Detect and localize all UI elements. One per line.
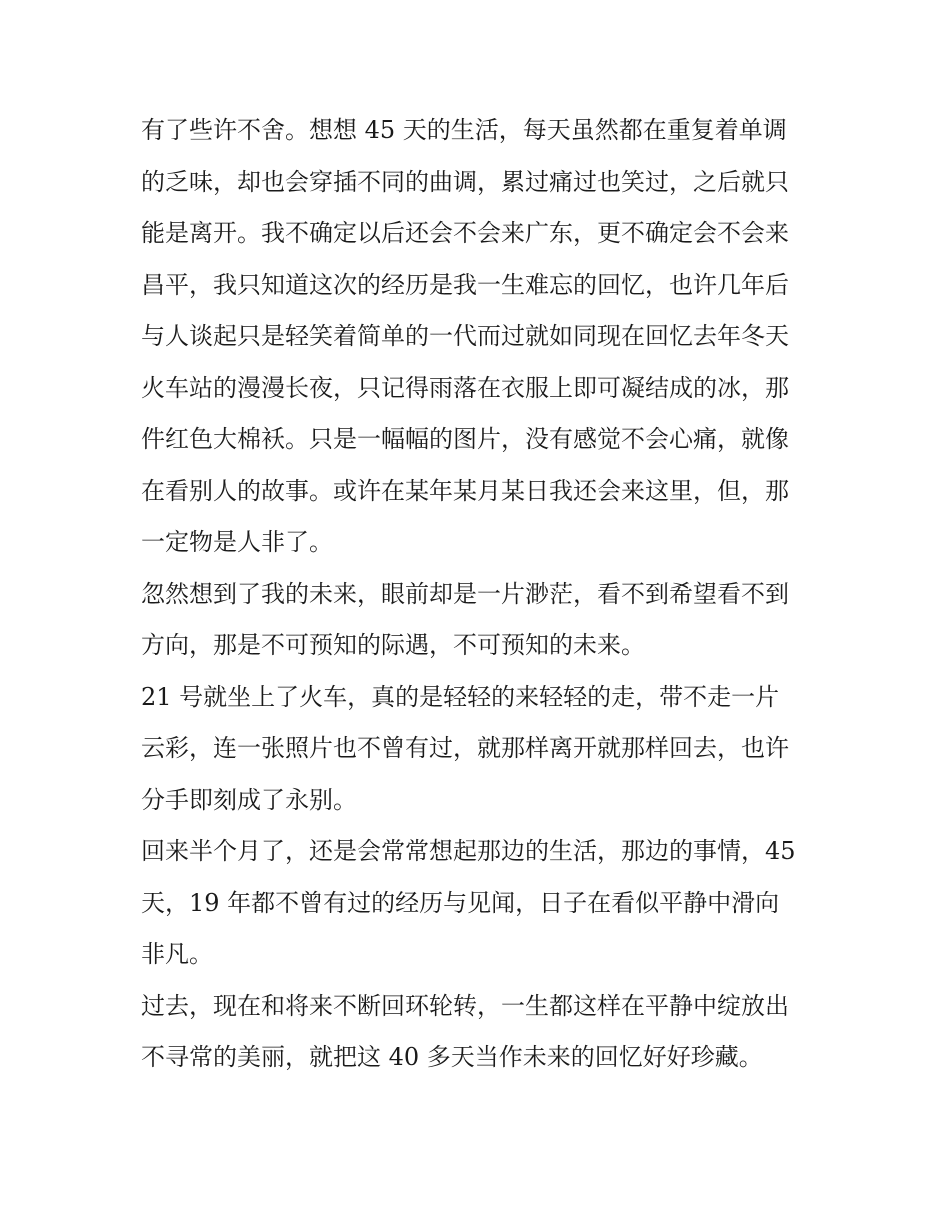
- document-body: [141, 105, 821, 1084]
- text-line: 火车站的漫漫长夜，只记得雨落在衣服上即可凝结成的冰，那: [141, 373, 789, 402]
- text-line: 能是离开。我不确定以后还会不会来广东，更不确定会不会来: [141, 219, 789, 247]
- text-line: 件红色大棉袄。只是一幅幅的图片，没有感觉不会心痛，就像: [141, 425, 789, 453]
- text-line: 天，19 年都不曾有过的经历与见闻，日子在看似平静中滑向: [141, 888, 780, 917]
- text-line: 昌平，我只知道这次的经历是我一生难忘的回忆，也许几年后: [141, 270, 789, 299]
- text-line: 非凡。: [141, 940, 213, 968]
- text-line: 云彩，连一张照片也不曾有过，就那样离开就那样回去，也许: [141, 734, 789, 762]
- text-line: 有了些许不舍。想想 45 天的生活，每天虽然都在重复着单调: [141, 116, 787, 144]
- text-line: 与人谈起只是轻笑着简单的一代而过就如同现在回忆去年冬天: [141, 322, 789, 350]
- text-line: 在看别人的故事。或许在某年某月某日我还会来这里，但，那: [141, 476, 789, 505]
- text-line: 过去，现在和将来不断回环轮转，一生都这样在平静中绽放出: [141, 991, 789, 1020]
- text-line: 忽然想到了我的未来，眼前却是一片渺茫，看不到希望看不到: [141, 579, 789, 608]
- text-line: 不寻常的美丽，就把这 40 多天当作未来的回忆好好珍藏。: [141, 1043, 763, 1071]
- text-line: 的乏味，却也会穿插不同的曲调，累过痛过也笑过，之后就只: [141, 167, 789, 196]
- text-line: 一定物是人非了。: [141, 528, 333, 556]
- text-line: 21 号就坐上了火车，真的是轻轻的来轻轻的走，带不走一片: [141, 682, 780, 711]
- text-line: 分手即刻成了永别。: [141, 785, 357, 814]
- text-line: 回来半个月了，还是会常常想起那边的生活，那边的事情，45: [141, 837, 796, 865]
- text-line: 方向，那是不可预知的际遇，不可预知的未来。: [141, 631, 645, 659]
